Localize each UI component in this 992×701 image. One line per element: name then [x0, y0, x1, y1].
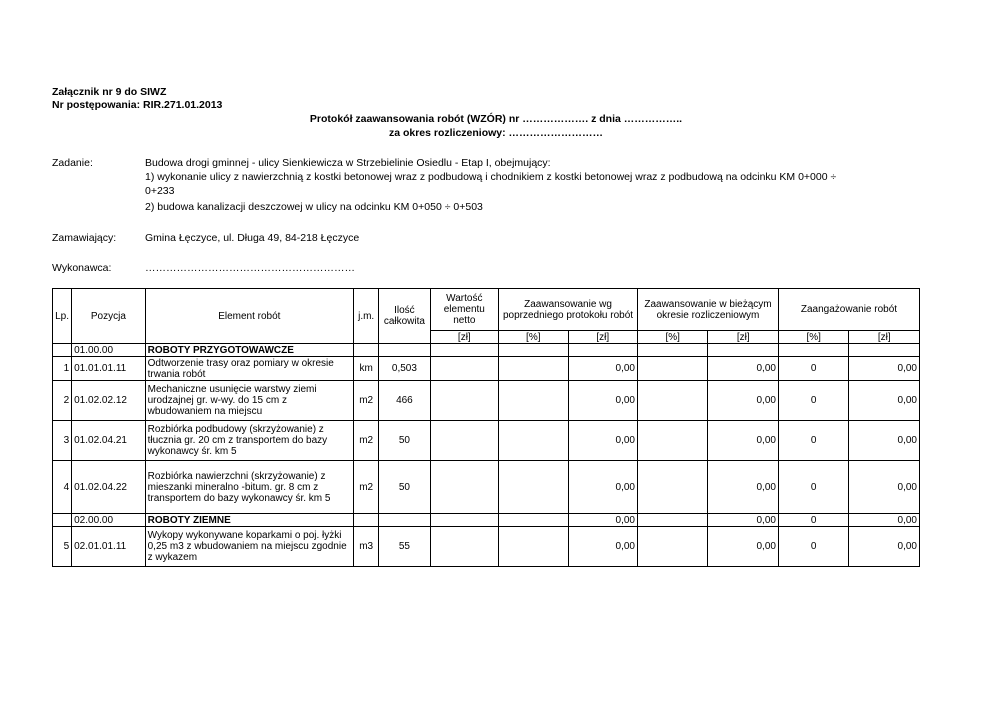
- eng-pct-cell: 0: [778, 381, 848, 421]
- ilosc-cell: 466: [379, 381, 430, 421]
- progress-table: [52, 288, 920, 567]
- unit-pct: [%]: [638, 331, 708, 344]
- eng-pct-cell: 0: [778, 357, 848, 381]
- element-cell: Odtworzenie trasy oraz pomiary w okresie trwania robót: [145, 357, 353, 381]
- jm-cell: m2: [354, 421, 379, 461]
- pozycja-cell: 01.02.04.21: [72, 421, 146, 461]
- pozycja-cell: 01.02.04.22: [72, 461, 146, 514]
- eng-zl-cell: 0,00: [849, 357, 920, 381]
- unit-zl: [zł]: [849, 331, 920, 344]
- client-value: Gmina Łęczyce, ul. Długa 49, 84-218 Łęczyce: [145, 232, 360, 244]
- contractor-label: Wykonawca:: [52, 262, 112, 274]
- cur-zl-cell: 0,00: [708, 381, 778, 421]
- ilosc-cell: 0,503: [379, 357, 430, 381]
- settlement-period: za okres rozliczeniowy: ………………………: [388, 127, 604, 139]
- task-line-1: Budowa drogi gminnej - ulicy Sienkiewicza w Strzebielinie Osiedlu - Etap I, obejmujący:: [145, 157, 551, 169]
- prev-zl-cell: 0,00: [568, 461, 637, 514]
- jm-cell: m2: [354, 461, 379, 514]
- unit-pct: [%]: [778, 331, 848, 344]
- element-cell: Wykopy wykonywane koparkami o poj. łyżki 0,25 m3 z wbudowaniem na miejscu zgodnie z wykazem: [145, 527, 353, 567]
- unit-zl: [zł]: [708, 331, 778, 344]
- client-label: Zamawiający:: [52, 232, 117, 244]
- ilosc-cell: 50: [379, 461, 430, 514]
- eng-zl-cell: 0,00: [849, 421, 920, 461]
- col-jm: j.m.: [354, 289, 379, 344]
- element-cell: Rozbiórka podbudowy (skrzyżowanie) z tłucznia gr. 20 cm z transportem do bazy wykonawcy śr. km 5: [145, 421, 353, 461]
- prev-zl-cell: 0,00: [568, 421, 637, 461]
- section-row: [53, 344, 920, 357]
- lp-cell: 5: [53, 527, 72, 567]
- table-row: [53, 461, 920, 514]
- pozycja-cell: 01.00.00: [72, 344, 146, 357]
- col-zaaw-poprz: Zaawansowanie wg poprzedniego protokołu robót: [499, 289, 638, 331]
- lp-cell: [53, 514, 72, 527]
- pozycja-cell: 02.00.00: [72, 514, 146, 527]
- jm-cell: km: [354, 357, 379, 381]
- document-title: Protokół zaawansowania robót (WZÓR) nr ………………. z dnia ……………..: [309, 113, 683, 125]
- col-zaaw-biez: Zaawansowanie w bieżącym okresie rozliczeniowym: [638, 289, 779, 331]
- element-cell: Rozbiórka nawierzchni (skrzyżowanie) z mieszanki mineralno -bitum. gr. 8 cm z transportem do bazy wykonawcy śr. km 5: [145, 461, 353, 514]
- table-row: [53, 421, 920, 461]
- pozycja-cell: 02.01.01.11: [72, 527, 146, 567]
- jm-cell: m2: [354, 381, 379, 421]
- lp-cell: 2: [53, 381, 72, 421]
- col-zaang: Zaangażowanie robót: [778, 289, 919, 331]
- lp-cell: 1: [53, 357, 72, 381]
- procedure-number: Nr postępowania: RIR.271.01.2013: [52, 99, 223, 111]
- element-cell: Mechaniczne usunięcie warstwy ziemi urodzajnej gr. w-wy. do 15 cm z wbudowaniem na miejscu: [145, 381, 353, 421]
- jm-cell: m3: [354, 527, 379, 567]
- eng-zl-cell: 0,00: [849, 381, 920, 421]
- table-header-row: [53, 289, 920, 331]
- eng-pct-cell: 0: [778, 461, 848, 514]
- task-line-2: 1) wykonanie ulicy z nawierzchnią z kostki betonowej wraz z podbudową i chodnikiem z kostki betonowej wraz z podbudową na odcinku KM 0+000 ÷: [145, 171, 837, 183]
- table-row: [53, 381, 920, 421]
- col-element: Element robót: [145, 289, 353, 344]
- eng-zl-cell: 0,00: [849, 514, 920, 527]
- cur-zl-cell: 0,00: [708, 421, 778, 461]
- task-line-3: 0+233: [145, 185, 175, 197]
- prev-zl-cell: 0,00: [568, 357, 637, 381]
- contractor-value: ……………………………………………………: [145, 262, 355, 274]
- eng-pct-cell: 0: [778, 514, 848, 527]
- pozycja-cell: 01.01.01.11: [72, 357, 146, 381]
- task-line-4: 2) budowa kanalizacji deszczowej w ulicy na odcinku KM 0+050 ÷ 0+503: [145, 201, 483, 213]
- table-row: [53, 357, 920, 381]
- section-name: ROBOTY ZIEMNE: [145, 514, 353, 527]
- unit-zl: [zł]: [430, 331, 498, 344]
- eng-pct-cell: 0: [778, 421, 848, 461]
- unit-pct: [%]: [499, 331, 568, 344]
- lp-cell: 4: [53, 461, 72, 514]
- task-label: Zadanie:: [52, 157, 93, 169]
- cur-zl-cell: 0,00: [708, 527, 778, 567]
- prev-zl-cell: 0,00: [568, 381, 637, 421]
- prev-zl-cell: 0,00: [568, 527, 637, 567]
- cur-zl-cell: 0,00: [708, 461, 778, 514]
- cur-zl-cell: 0,00: [708, 514, 778, 527]
- unit-zl: [zł]: [568, 331, 637, 344]
- section-name: ROBOTY PRZYGOTOWAWCZE: [145, 344, 353, 357]
- col-ilosc: Ilość całkowita: [379, 289, 430, 344]
- table-row: [53, 527, 920, 567]
- section-row: [53, 514, 920, 527]
- prev-zl-cell: 0,00: [568, 514, 637, 527]
- cur-zl-cell: 0,00: [708, 357, 778, 381]
- col-pozycja: Pozycja: [72, 289, 146, 344]
- col-wartosc: Wartość elementu netto: [430, 289, 498, 331]
- attachment-label: Załącznik nr 9 do SIWZ: [52, 86, 167, 98]
- eng-zl-cell: 0,00: [849, 461, 920, 514]
- lp-cell: 3: [53, 421, 72, 461]
- ilosc-cell: 55: [379, 527, 430, 567]
- col-lp: Lp.: [53, 289, 72, 344]
- eng-zl-cell: 0,00: [849, 527, 920, 567]
- ilosc-cell: 50: [379, 421, 430, 461]
- pozycja-cell: 01.02.02.12: [72, 381, 146, 421]
- eng-pct-cell: 0: [778, 527, 848, 567]
- lp-cell: [53, 344, 72, 357]
